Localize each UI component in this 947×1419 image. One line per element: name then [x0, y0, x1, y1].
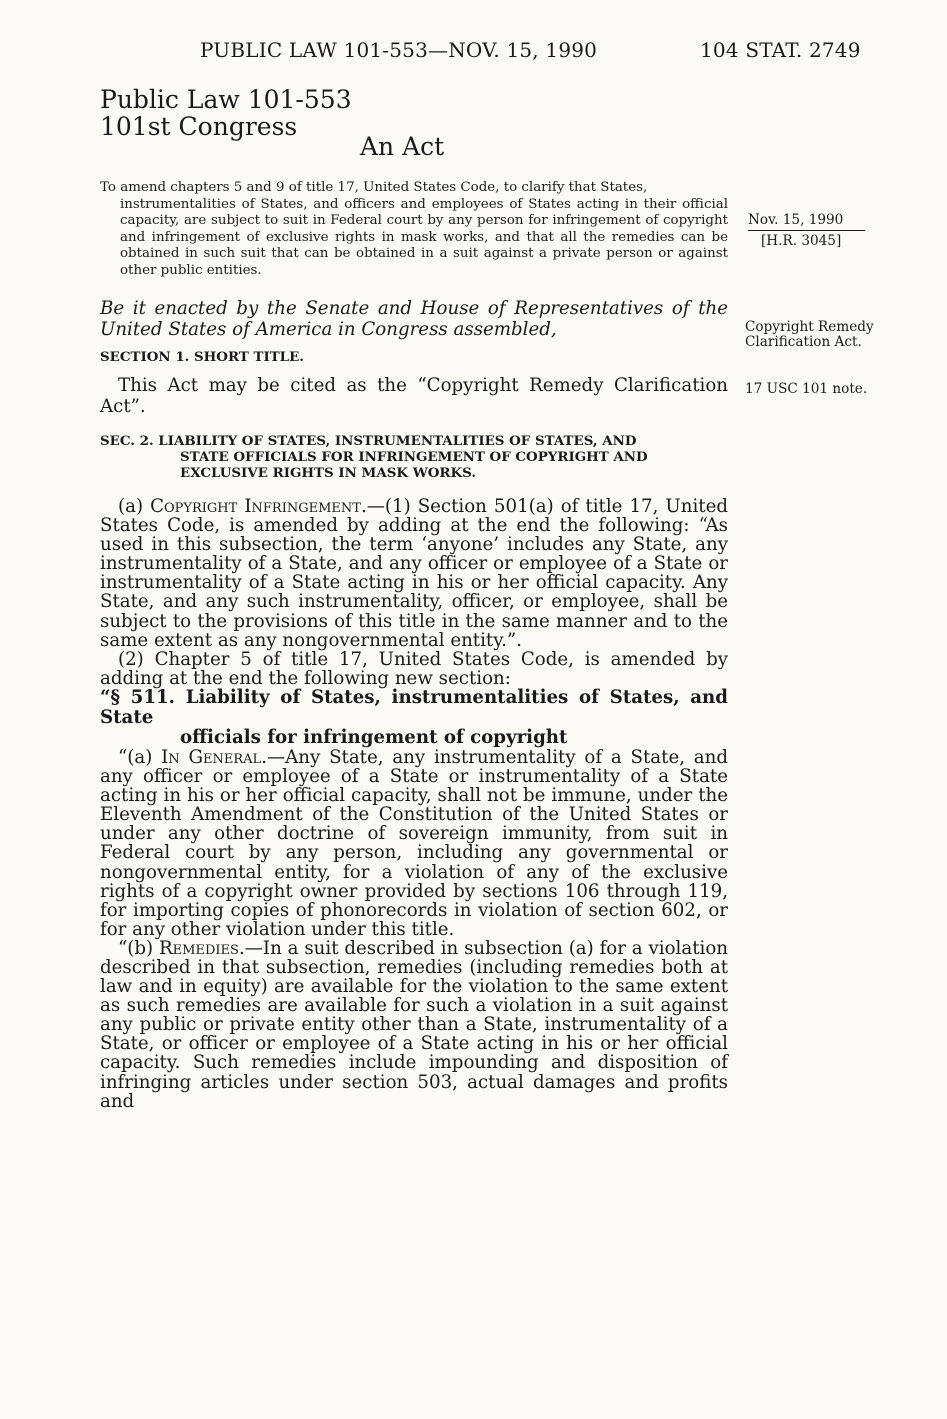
section-511-b-prefix: “(b) — [118, 937, 159, 959]
subsection-a — [100, 497, 728, 650]
section-511-a-caption: In General — [161, 746, 262, 768]
section-511-b-text: .—In a suit described in subsection (a) for a violation described in that subsection, remedies (including remedies both at law and in equity) are available for the violation to the same extent as such remedies are available for such a violation in a suit against any public or private entity other than a State, instrumentality of a State, or officer or employee of a State acting in his or her official capacity. Such remedies include impounding and disposition of infringing articles under section 503, actual damages and profits and — [100, 937, 728, 1112]
subsection-a-prefix: (a) — [118, 496, 151, 517]
section-511-b — [100, 939, 728, 1111]
purpose-first-line: To amend chapters 5 and 9 of title 17, United States Code, to clarify that States, — [100, 180, 648, 195]
section-2-heading-rest: STATE OFFICIALS FOR INFRINGEMENT OF COPYRIGHT AND EXCLUSIVE RIGHTS IN MASK WORKS. — [180, 449, 648, 481]
margin-note-bill: [H.R. 3045] — [761, 233, 842, 249]
margin-note-citation: 17 USC 101 note. — [745, 381, 868, 397]
law-number: Public Law 101-553 — [100, 85, 352, 114]
section-1-heading: SECTION 1. SHORT TITLE. — [100, 349, 304, 365]
section-511-b-caption: Remedies — [158, 937, 239, 959]
subsection-a-caption: Copyright Infringement — [150, 496, 361, 517]
running-head-left: PUBLIC LAW 101-553—NOV. 15, 1990 — [200, 38, 598, 62]
purpose-statement — [100, 180, 728, 280]
section-511-heading-rest: officials for infringement of copyright — [180, 726, 568, 748]
congress-number: 101st Congress — [100, 112, 298, 141]
purpose-continuation: instrumentalities of States, and officers and employees of States acting in their official capacity, are subject to suit in Federal court by any person for infringement of copyright and infringement of exclusive rights in mask works, and that all the remedies can be obtained in such suit that can be obtained in a suit against a private person or against other public entities. — [120, 196, 728, 278]
subsection-a-text: .—(1) Section 501(a) of title 17, United States Code, is amended by adding at the end the following: “As used in this subsection, the term ‘anyone’ includes any State, any instrumentality of a State, and any officer or employee of a State or instrumentality of a State acting in his or her official capacity. Any State, and any such instrumentality, officer, or employee, shall be subject to the provisions of this title in the same manner and to the same extent as any nongovernmental entity.”. — [100, 496, 728, 651]
main-text — [100, 497, 728, 1111]
section-511-a-prefix: “(a) — [118, 746, 162, 768]
subsection-a2: (2) Chapter 5 of title 17, United States Code, is amended by adding at the end the following new section: — [100, 648, 728, 689]
law-identifier — [100, 86, 352, 140]
section-511-a-text: .—Any State, any instrumentality of a State, and any officer or employee of a State or instrumentality of a State acting in his or her official capacity, shall not be immune, under the Eleventh Amendment of the Constitution of the United States or under any other doctrine of sovereign immunity, from suit in Federal court by any person, including any governmental or nongovernmental entity, for a violation of any of the exclusive rights of a copyright owner provided by sections 106 through 119, for importing copies of phonorecords in violation of section 602, or for any other violation under this title. — [100, 746, 728, 940]
section-2-heading-line1: SEC. 2. LIABILITY OF STATES, INSTRUMENTALITIES OF STATES, AND — [100, 433, 637, 449]
section-511-heading — [100, 688, 728, 748]
enacting-clause: Be it enacted by the Senate and House of Representatives of the United States of America in Congress assembled, — [100, 298, 728, 340]
running-head-right: 104 STAT. 2749 — [700, 38, 861, 62]
section-511-a — [100, 748, 728, 939]
section-1-text: This Act may be cited as the “Copyright Remedy Clarification Act”. — [100, 375, 728, 417]
margin-note-date: Nov. 15, 1990 — [748, 213, 865, 231]
section-2-heading — [100, 433, 728, 481]
section-511-heading-line1: “§ 511. Liability of States, instrumentalities of States, and State — [100, 686, 728, 728]
act-title: An Act — [360, 132, 445, 161]
margin-note-topic: Copyright Remedy Clarification Act. — [745, 319, 874, 350]
